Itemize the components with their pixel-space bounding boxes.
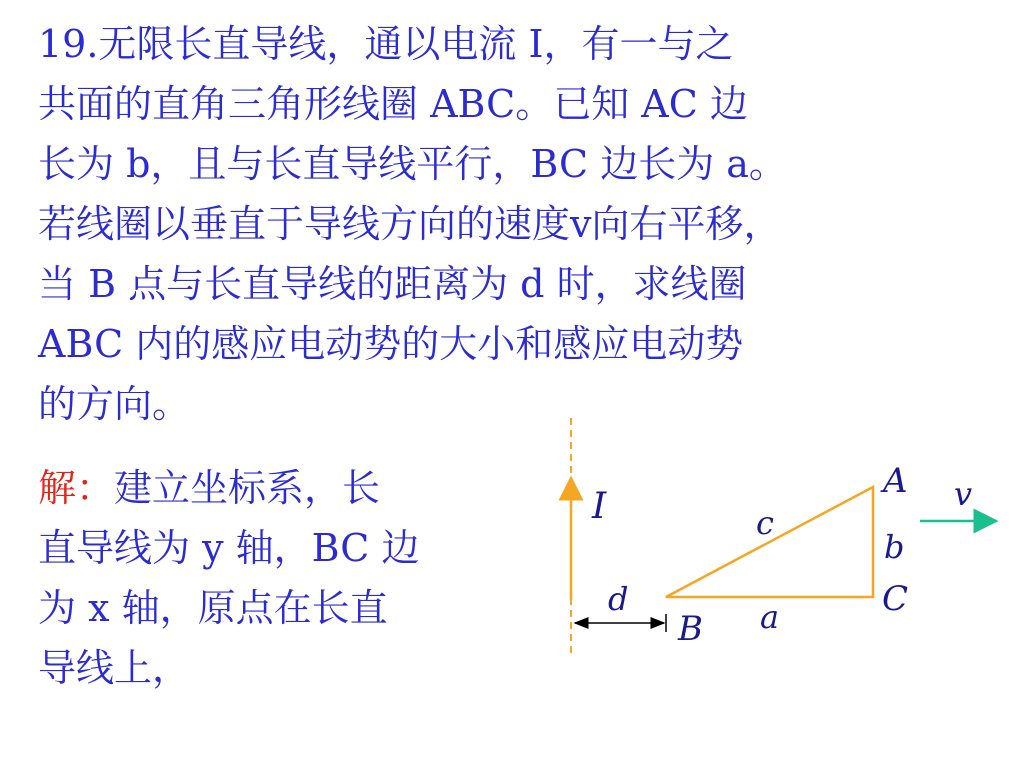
solution-block (38, 458, 419, 698)
solution-line-4: 导线上， (38, 646, 191, 690)
label-A: A (883, 461, 908, 501)
problem-line-1: 19.无限长直导线，通以电流 I，有一与之 (38, 22, 734, 66)
label-current: I (592, 486, 607, 527)
label-c: c (756, 504, 774, 542)
label-b: b (884, 528, 905, 566)
label-d: d (608, 580, 629, 618)
label-B: B (678, 609, 703, 649)
solution-line-2: 直导线为 y 轴，BC 边 (38, 526, 420, 570)
label-C: C (882, 579, 909, 619)
problem-line-3: 长为 b，且与长直导线平行，BC 边长为 a。 (38, 142, 787, 186)
label-a: a (760, 598, 780, 636)
solution-text-1: 建立坐标系，长 (114, 466, 381, 510)
solution-label: 解： (38, 466, 115, 510)
problem-line-2: 共面的直角三角形线圈 ABC。已知 AC 边 (38, 82, 748, 126)
problem-line-4: 若线圈以垂直于导线方向的速度v向右平移， (38, 202, 782, 246)
solution-line-1 (38, 458, 419, 518)
problem-statement (38, 14, 787, 434)
triangle-coil (666, 487, 873, 597)
problem-line-6: ABC 内的感应电动势的大小和感应电动势 (38, 322, 744, 366)
problem-line-7: 的方向。 (38, 382, 191, 426)
problem-line-5: 当 B 点与长直导线的距离为 d 时，求线圈 (38, 262, 747, 306)
solution-line-3: 为 x 轴，原点在长直 (38, 586, 388, 630)
label-v: v (954, 475, 973, 513)
